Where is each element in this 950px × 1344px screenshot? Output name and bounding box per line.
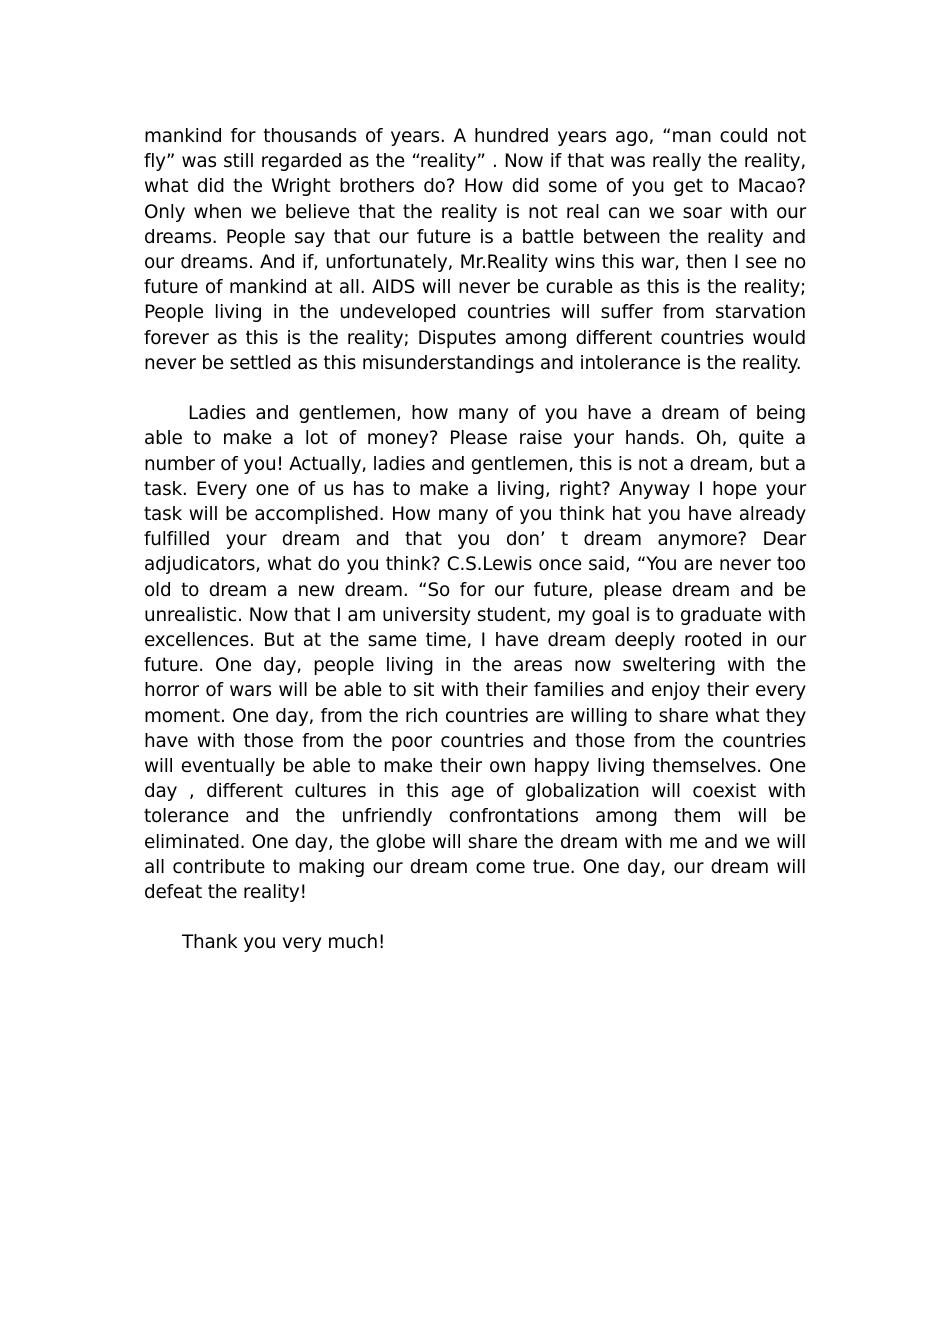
paragraph-dreams: Ladies and gentlemen, how many of you have a dream of being able to make a lot of money? Please raise your hands. Oh, quite a number of you! Actually, ladies and gentlemen, this is not a dream, but a task. Every one of us has to make a living, right? Anyway I hope your task will be accomplished. How many of you think hat you have already fulfilled your dream and that you don’ t dream anymore? Dear adjudicators, what do you think? C.S.Lewis once said, “You are never too old to dream a new dream. “So for our future, please dream and be unrealistic. Now that I am university student, my goal is to graduate with excellences. But at the same time, I have dream deeply rooted in our future. One day, people living in the areas now sweltering with the horror of wars will be able to sit with their families and enjoy their every moment. One day, from the rich countries are willing to share what they have with those from the poor countries and those from the countries will eventually be able to make their own happy living themselves. One day , different cultures in this age of globalization will coexist with tolerance and the unfriendly confrontations among them will be eliminated. One day, the globe will share the dream with me and we will all contribute to making our dream come true. One day, our dream will defeat the reality! [144, 403, 806, 904]
document-page [144, 124, 806, 956]
paragraph-reality: mankind for thousands of years. A hundred years ago, “man could not fly” was still regarded as the “reality” . Now if that was really the reality, what did the Wright brothers do? How did some of you get to Macao? Only when we believe that the reality is not real can we soar with our dreams. People say that our future is a battle between the reality and our dreams. And if, unfortunately, Mr.Reality wins this war, then I see no future of mankind at all. AIDS will never be curable as this is the reality; People living in the undeveloped countries will suffer from starvation forever as this is the reality; Disputes among different countries would never be settled as this misunderstandings and intolerance is the reality. [144, 126, 806, 374]
paragraph-closing: Thank you very much! [182, 932, 386, 954]
